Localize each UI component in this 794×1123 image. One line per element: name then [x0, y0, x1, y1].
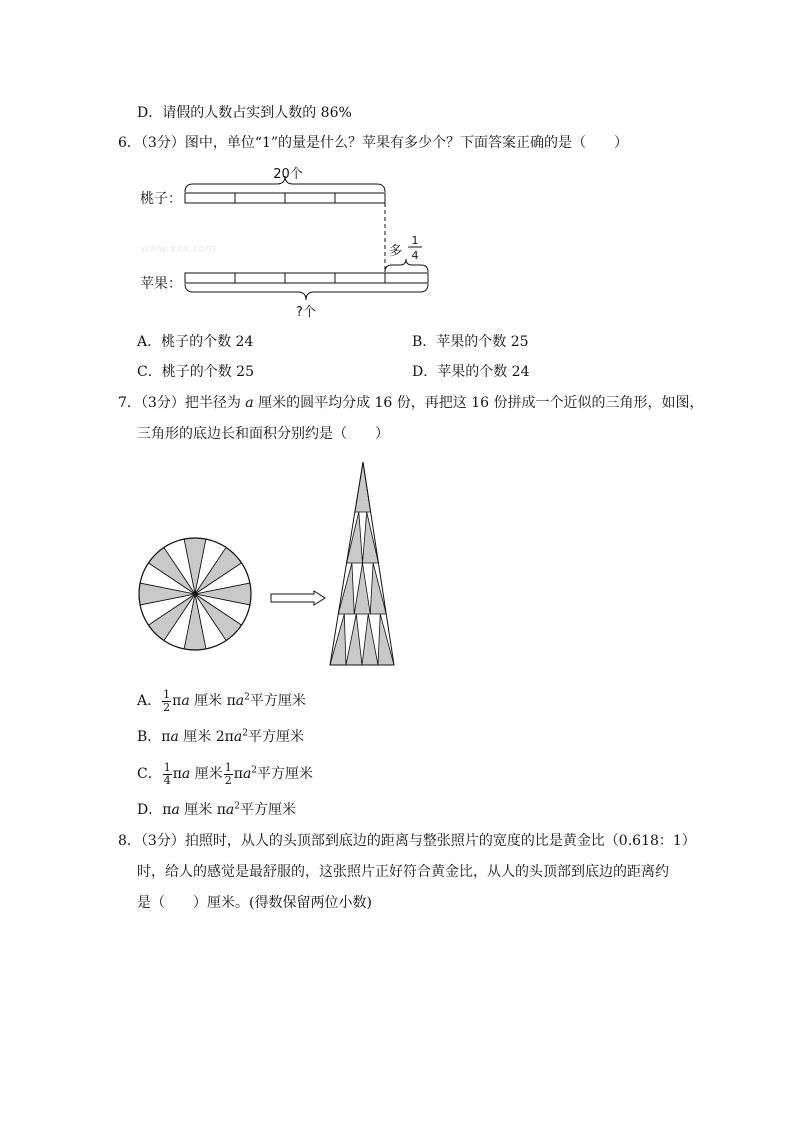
triangle-piece: [362, 614, 378, 665]
sector-triangle: [328, 460, 398, 668]
q7-option-d: D．πa 厘米 $\pi a^2$平方厘米: [137, 801, 296, 818]
q7-stem-line2: 三角形的底边长和面积分别约是（ ）: [137, 426, 389, 442]
q7-option-b: B．πa 厘米 $2\pi a^2$平方厘米: [137, 728, 304, 745]
bottom-brace: [185, 284, 428, 300]
q8-line2: 时，给人的感觉是最舒服的，这张照片正好符合黄金比，从人的头顶部到底边的距离约: [137, 864, 669, 880]
q6-stem: 6．（3分）图中，单位“1”的量是什么？苹果有多少个？下面答案正确的是（ ）: [118, 135, 629, 151]
q6-option-c: C．桃子的个数 25: [137, 364, 254, 380]
q6-option-d: D．苹果的个数 24: [412, 364, 530, 380]
frac-den: 4: [411, 249, 419, 262]
q8-line1: 8．（3分）拍照时，从人的头顶部到底边的距离与整张照片的宽度的比是黄金比（0.618：1）: [118, 833, 696, 849]
q6-option-a: A．桃子的个数 24: [137, 334, 254, 350]
peach-label: 桃子：: [140, 191, 182, 207]
triangle-piece: [346, 614, 362, 665]
triangle-piece: [330, 614, 346, 665]
q5-option-d: D．请假的人数占实到人数的 86%: [137, 105, 352, 121]
watermark: www.xxx.com: [140, 242, 216, 255]
triangle-piece: [338, 563, 354, 614]
triangle-piece: [378, 614, 394, 665]
q8-line3: 是（ ）厘米。(得数保留两位小数): [137, 895, 372, 911]
sector-circle: [137, 536, 253, 652]
triangle-piece: [355, 462, 371, 512]
triangle-piece: [370, 563, 386, 614]
more-label: 多: [389, 244, 403, 259]
extra-brace: [385, 259, 428, 272]
q7-option-c: C． $\frac{1}{4}$ πa 厘米 $\frac{1}{2}$ $\pi a^2$平方厘米: [137, 760, 314, 787]
apple-label: 苹果：: [140, 276, 182, 292]
bottom-brace-label: ?个: [296, 305, 316, 320]
frac-num: 1: [411, 234, 419, 247]
q7-option-a: A． $\frac{1}{2}$ πa 厘米 $\pi a^2$平方厘米: [137, 687, 306, 714]
triangle-piece: [354, 563, 370, 614]
top-brace-label: 20个: [273, 167, 303, 182]
q7-stem-line1: 7．（3分）把半径为 a 厘米的圆平均分成 16 份，再把这 16 份拼成一个近似的三角形，如图，: [118, 395, 704, 411]
q6-diagram: [0, 0, 794, 330]
arrow-icon: [270, 590, 330, 606]
q6-option-b: B．苹果的个数 25: [412, 334, 529, 350]
triangle-piece: [347, 512, 363, 563]
triangle-piece: [363, 512, 379, 563]
apple-bar: [185, 273, 428, 283]
